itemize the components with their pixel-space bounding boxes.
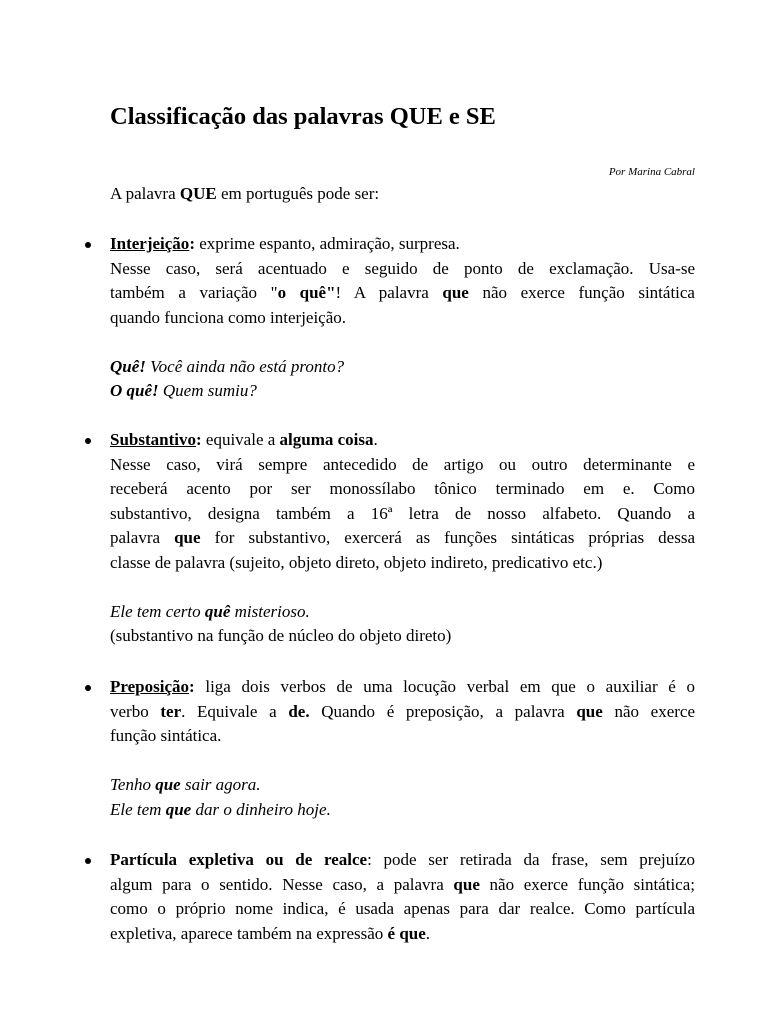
bullet-icon [85,685,91,691]
example-note: (substantivo na função de núcleo do objeto direto) [110,626,452,645]
term-interjeicao: Interjeição [110,234,190,253]
term-particula: Partícula expletiva ou de realce [110,850,368,869]
example-line: Quê! Você ainda não está pronto? [110,356,345,376]
example-line: Ele tem certo quê misterioso. [110,601,310,621]
page-title: Classificação das palavras QUE e SE [110,103,496,130]
example-line: O quê! Quem sumiu? [110,381,257,400]
example-line: Ele tem que dar o dinheiro hoje. [110,799,331,819]
bullet-icon [85,242,91,248]
term-preposicao: Preposição [110,677,190,696]
list-item-interjeicao: Interjeição: exprime espanto, admiração, surpresa. Nesse caso, será acentuado e seguido de ponto de exclamação. Usa-se também a variação "o quê"! A palavra que não exerce função sintática quando funciona como interjeição. Quê! Você ainda não está pronto? O quê! Quem sumiu? [110,232,695,404]
bullet-icon [85,858,91,864]
example-line: Tenho que sair agora. [110,775,261,794]
author-byline: Por Marina Cabral [608,166,695,178]
intro-paragraph: A palavra QUE em português pode ser: [110,184,380,203]
list-item-particula-expletiva: Partícula expletiva ou de realce: pode ser retirada da frase, sem prejuízo algum para o sentido. Nesse caso, a palavra que não exerce função sintática; como o próprio nome indica, é usada apenas para dar realce. Como partícula expletiva, aparece também na expressão é que. [110,848,695,946]
list-item-preposicao: Preposição: liga dois verbos de uma locução verbal em que o auxiliar é o verbo ter. Equivale a de. Quando é preposição, a palavra que não exerce função sintática. Tenho que sair agora. Ele tem que dar o dinheiro hoje. [110,675,695,822]
list-item-substantivo: Substantivo: equivale a alguma coisa. Nesse caso, virá sempre antecedido de artigo ou outro determinante e receberá acento por ser monossílabo tônico terminado em e. Como substantivo, designa também a 16ª letra de nosso alfabeto. Quando a palavra que for substantivo, exercerá as funções sintáticas próprias dessa classe de palavra (sujeito, objeto direto, objeto indireto, predicativo etc.) Ele tem certo quê misterioso. (substantivo na função de núcleo do objeto direto) [110,428,695,649]
term-substantivo: Substantivo [110,430,196,449]
bullet-icon [85,438,91,444]
